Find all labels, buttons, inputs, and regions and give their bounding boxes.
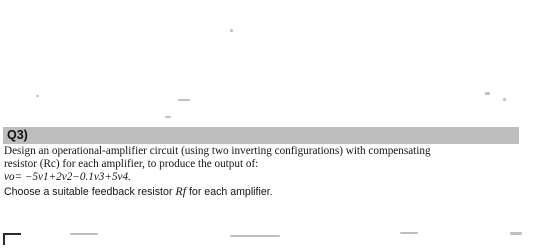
question-text-line-2: resistor (Rc) for each amplifier, to produce the output of: bbox=[4, 158, 259, 170]
question-header-bar bbox=[3, 127, 519, 144]
scan-speck bbox=[230, 29, 233, 32]
question-number: Q3) bbox=[7, 128, 28, 142]
feedback-resistor-symbol: Rf bbox=[175, 184, 187, 198]
scan-speck bbox=[36, 95, 39, 97]
scan-speck bbox=[485, 92, 490, 95]
question-text-line-4 bbox=[4, 184, 524, 199]
scan-speck bbox=[503, 98, 506, 101]
corner-mark bbox=[3, 233, 21, 235]
output-equation: vo= −5v1+2v2−0.1v3+5v4. bbox=[4, 171, 131, 183]
bottom-smudge bbox=[510, 232, 522, 235]
instruction-text: Choose a suitable feedback resistor bbox=[4, 186, 176, 198]
scan-speck bbox=[178, 99, 190, 101]
question-text-line-1: Design an operational-amplifier circuit (using two inverting configurations) with compensating bbox=[4, 145, 431, 157]
scan-speck bbox=[165, 116, 171, 118]
bottom-smudge bbox=[230, 235, 280, 237]
bottom-smudge bbox=[70, 233, 98, 235]
question-body bbox=[4, 145, 524, 199]
bottom-smudge bbox=[400, 232, 418, 234]
instruction-text-end: for each amplifier. bbox=[186, 186, 273, 198]
